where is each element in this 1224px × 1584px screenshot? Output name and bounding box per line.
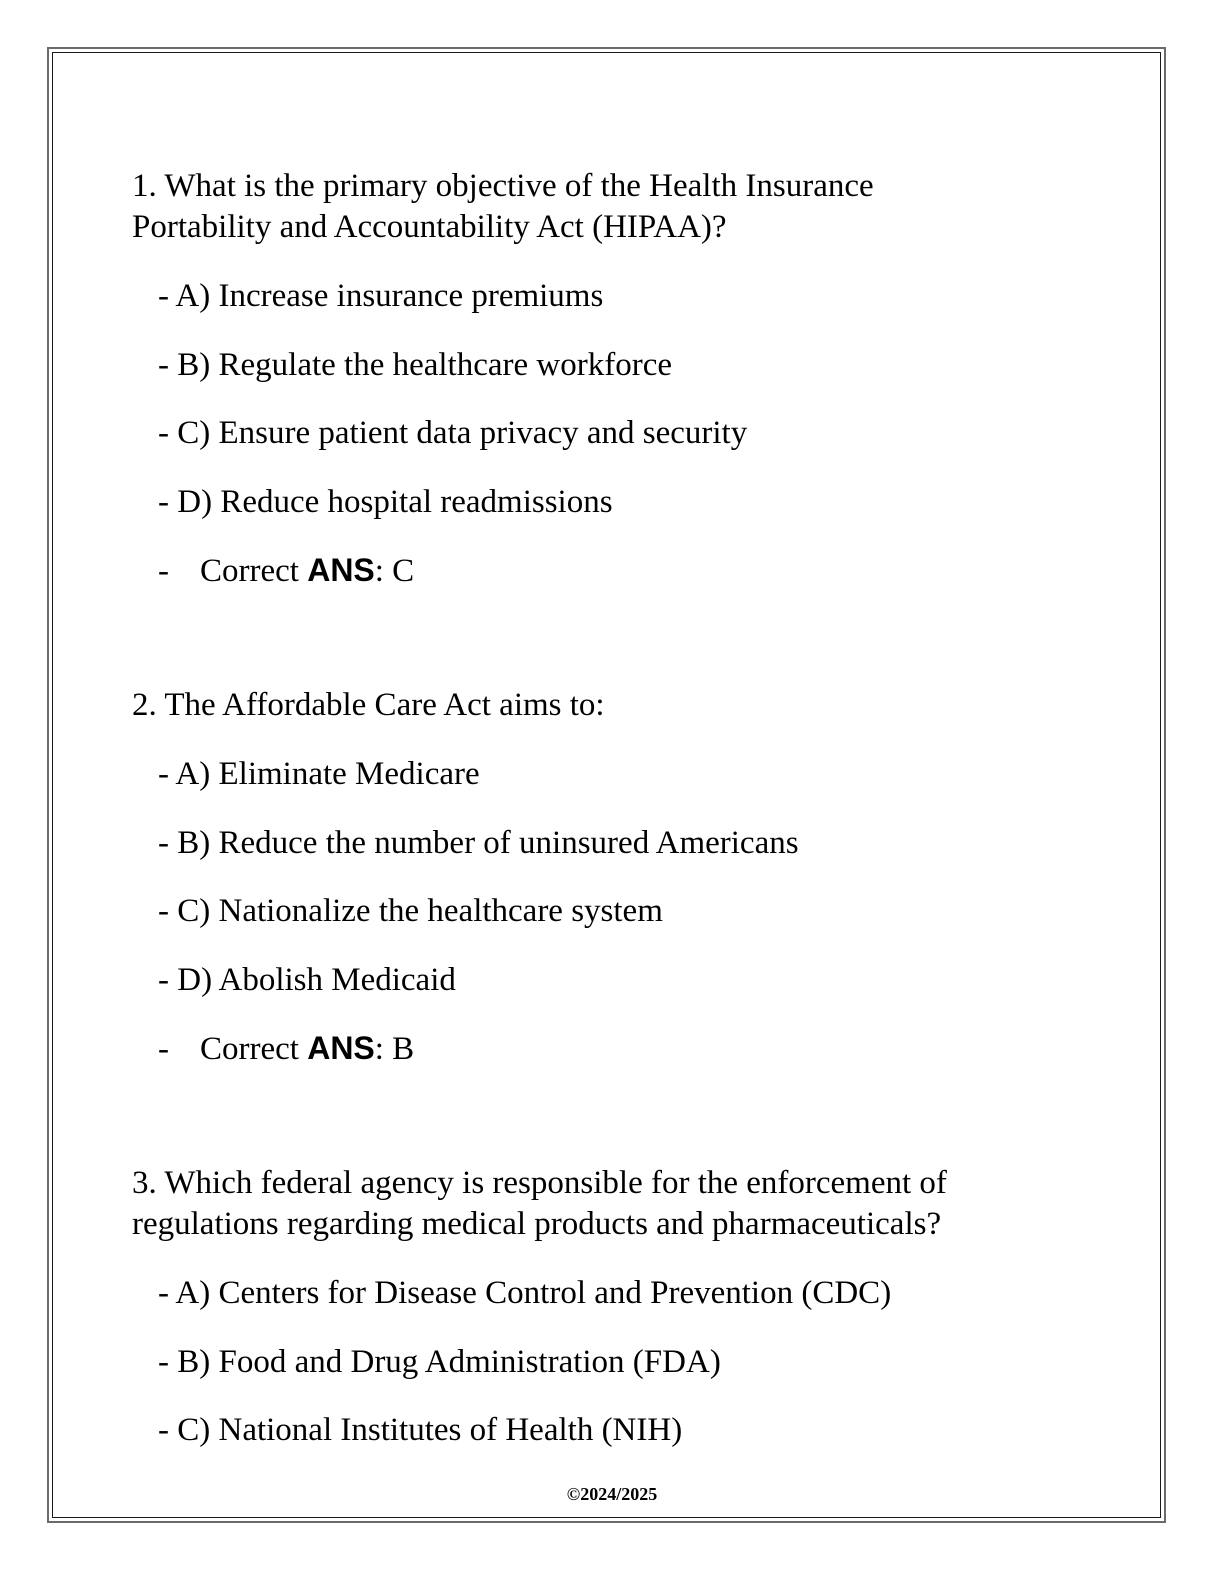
options-list: [132, 754, 1092, 1001]
copyright-footer: ©2024/2025: [566, 1484, 658, 1504]
option-c: - C) Nationalize the healthcare system: [158, 893, 663, 929]
question-text: [132, 1163, 1092, 1245]
answer-dash: -: [158, 1031, 169, 1067]
question-list: [132, 166, 1092, 1451]
answer-value: : B: [374, 1031, 415, 1067]
answer-prefix: Correct: [200, 553, 299, 589]
answer-label: ANS: [307, 552, 375, 588]
question-line-1: 3. Which federal agency is responsible for the enforcement of: [132, 1165, 947, 1201]
option-b: - B) Reduce the number of uninsured Americans: [158, 824, 799, 861]
question-text: [132, 166, 1092, 248]
answer-prefix: Correct: [200, 1031, 299, 1067]
option-a: - A) Eliminate Medicare: [158, 756, 480, 792]
answer-label: ANS: [307, 1030, 375, 1066]
option-d: - D) Abolish Medicaid: [158, 961, 456, 998]
question-line-1: 1. What is the primary objective of the Health Insurance: [132, 168, 874, 204]
options-list: [132, 276, 1092, 523]
question-line-2: Portability and Accountability Act (HIPAA)?: [132, 209, 727, 245]
answer-value: : C: [374, 553, 415, 589]
question-3: [132, 1163, 1092, 1451]
option-c: - C) National Institutes of Health (NIH): [158, 1412, 683, 1448]
question-text: [132, 685, 1092, 726]
option-b: - B) Food and Drug Administration (FDA): [158, 1343, 721, 1380]
question-2: [132, 685, 1092, 1070]
option-c: - C) Ensure patient data privacy and security: [158, 415, 748, 451]
option-a: - A) Increase insurance premiums: [158, 278, 604, 314]
question-1: [132, 166, 1092, 592]
option-b: - B) Regulate the healthcare workforce: [158, 346, 672, 383]
answer-dash: -: [158, 553, 169, 589]
correct-answer: [158, 550, 1092, 592]
option-d: - D) Reduce hospital readmissions: [158, 483, 613, 520]
option-a: - A) Centers for Disease Control and Prevention (CDC): [158, 1275, 892, 1311]
question-line-2: regulations regarding medical products and pharmaceuticals?: [132, 1206, 942, 1242]
options-list: [132, 1273, 1092, 1451]
correct-answer: [158, 1028, 1092, 1070]
question-line-1: 2. The Affordable Care Act aims to:: [132, 687, 605, 723]
